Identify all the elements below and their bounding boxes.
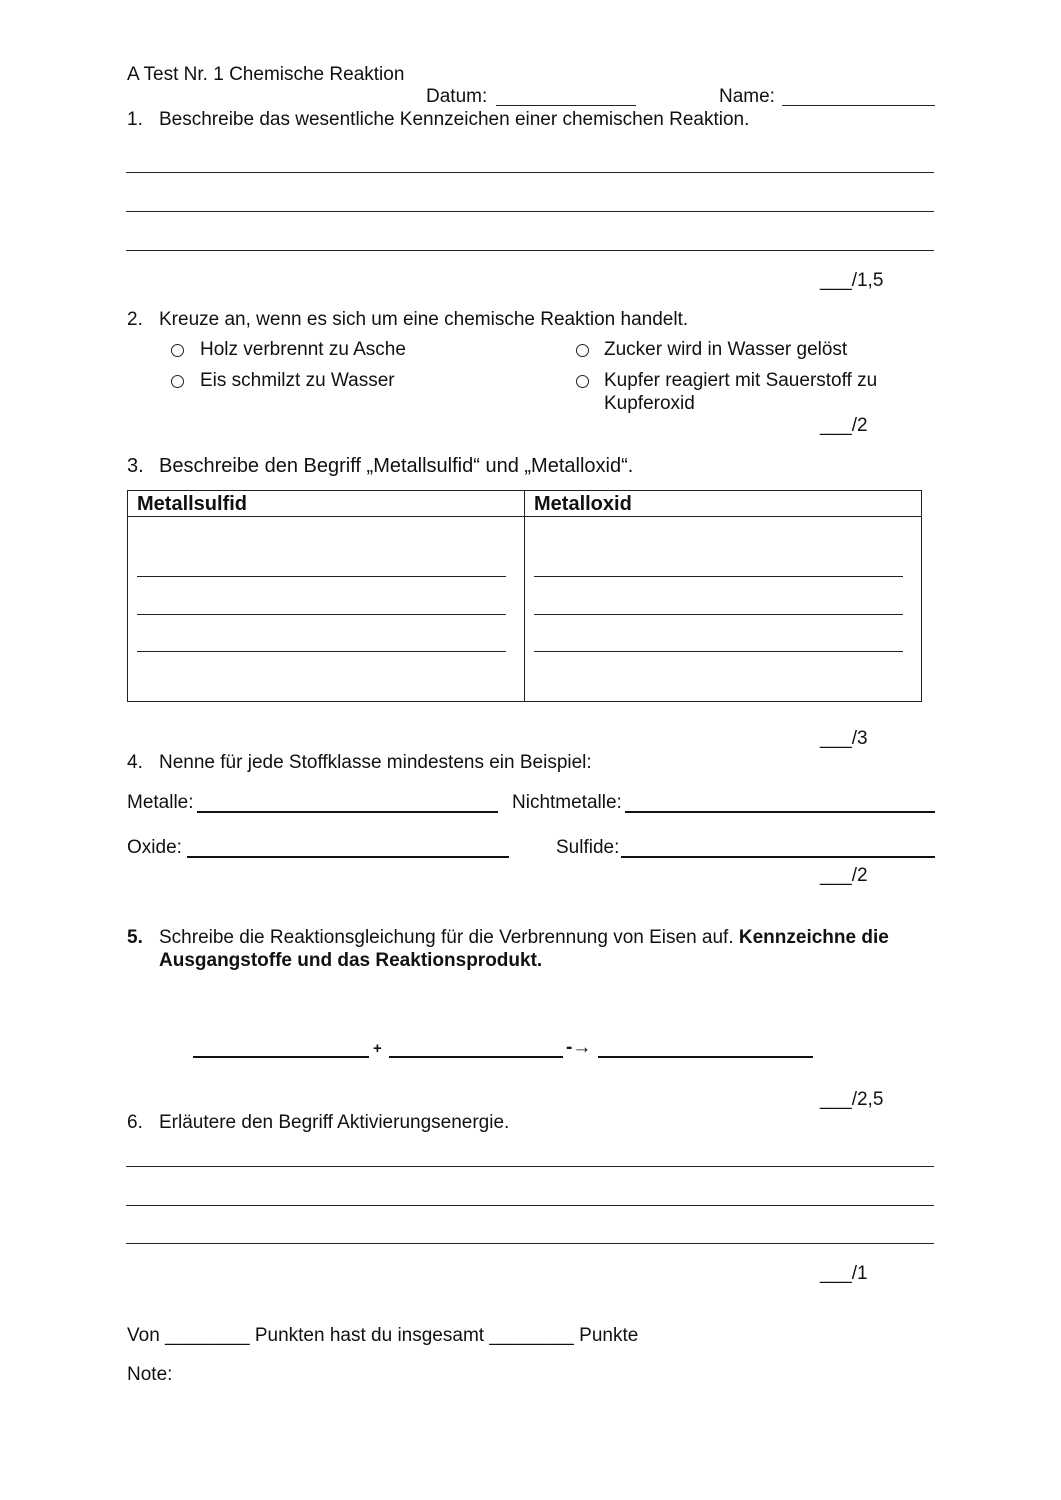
q3-text: Beschreibe den Begriff „Metallsulfid“ und „Metalloxid“. [159,455,634,477]
q1-number: 1. [127,109,143,130]
q6-number: 6. [127,1112,143,1133]
plus-sign: + [373,1040,382,1057]
reactant-1-field[interactable] [193,1056,369,1058]
q5-score: ___/2,5 [820,1089,884,1110]
date-label: Datum: [426,86,488,107]
sulfide-label: Sulfide: [556,837,620,858]
q5-text: Schreibe die Reaktionsgleichung für die Verbrennung von Eisen auf. Kennzeichne die [159,927,889,948]
q2-option-label: Holz verbrennt zu Asche [200,339,406,360]
q2-option-checkbox[interactable] [576,344,589,357]
metalle-label: Metalle: [127,792,194,813]
metallsulfid-answer-line[interactable] [137,576,506,577]
q4-score: ___/2 [820,865,868,886]
product-field[interactable] [598,1056,813,1058]
q4-number: 4. [127,752,143,773]
name-field[interactable] [782,105,935,106]
name-label: Name: [719,86,775,107]
total-points-text: Von ________ Punkten hast du insgesamt ________ Punkte [127,1325,639,1346]
metallsulfid-answer-line[interactable] [137,614,506,615]
sulfide-field[interactable] [621,856,935,858]
q4-text: Nenne für jede Stoffklasse mindestens ein Beispiel: [159,752,592,773]
q2-option-label: Zucker wird in Wasser gelöst [604,339,848,360]
q2-score: ___/2 [820,415,868,436]
q2-option-label-cont: Kupferoxid [604,393,695,414]
q1-score: ___/1,5 [820,270,884,291]
q1-answer-line[interactable] [126,211,934,212]
q2-option-label: Eis schmilzt zu Wasser [200,370,395,391]
q2-option-checkbox[interactable] [171,344,184,357]
q5-text-bold: Ausgangstoffe und das Reaktionsprodukt. [159,950,543,971]
q1-text: Beschreibe das wesentliche Kennzeichen einer chemischen Reaktion. [159,109,750,130]
grade-label: Note: [127,1364,173,1385]
metalloxid-answer-line[interactable] [534,614,903,615]
q3-table [127,490,922,702]
table-header-metallsulfid: Metallsulfid [137,493,248,515]
table-header-metalloxid: Metalloxid [534,493,632,515]
q2-text: Kreuze an, wenn es sich um eine chemische Reaktion handelt. [159,309,689,330]
q1-answer-line[interactable] [126,172,934,173]
q2-option-label: Kupfer reagiert mit Sauerstoff zu [604,370,878,391]
q5-number: 5. [127,927,143,948]
nichtmetalle-field[interactable] [625,811,935,813]
q6-answer-line[interactable] [126,1166,934,1167]
date-field[interactable] [496,105,636,106]
worksheet-title: A Test Nr. 1 Chemische Reaktion [127,64,405,85]
q6-answer-line[interactable] [126,1243,934,1244]
reactant-2-field[interactable] [389,1056,563,1058]
metalloxid-answer-line[interactable] [534,651,903,652]
q2-option-checkbox[interactable] [171,375,184,388]
q6-score: ___/1 [820,1263,868,1284]
q2-option-checkbox[interactable] [576,375,589,388]
oxide-label: Oxide: [127,837,182,858]
q6-answer-line[interactable] [126,1205,934,1206]
q2-number: 2. [127,309,143,330]
oxide-field[interactable] [187,856,509,858]
q3-number: 3. [127,455,144,477]
q3-score: ___/3 [820,728,868,749]
metalloxid-answer-line[interactable] [534,576,903,577]
nichtmetalle-label: Nichtmetalle: [512,792,622,813]
metallsulfid-answer-line[interactable] [137,651,506,652]
q6-text: Erläutere den Begriff Aktivierungsenergie. [159,1112,510,1133]
metalle-field[interactable] [197,811,498,813]
reaction-arrow-icon: -→ [566,1037,592,1058]
q1-answer-line[interactable] [126,250,934,251]
